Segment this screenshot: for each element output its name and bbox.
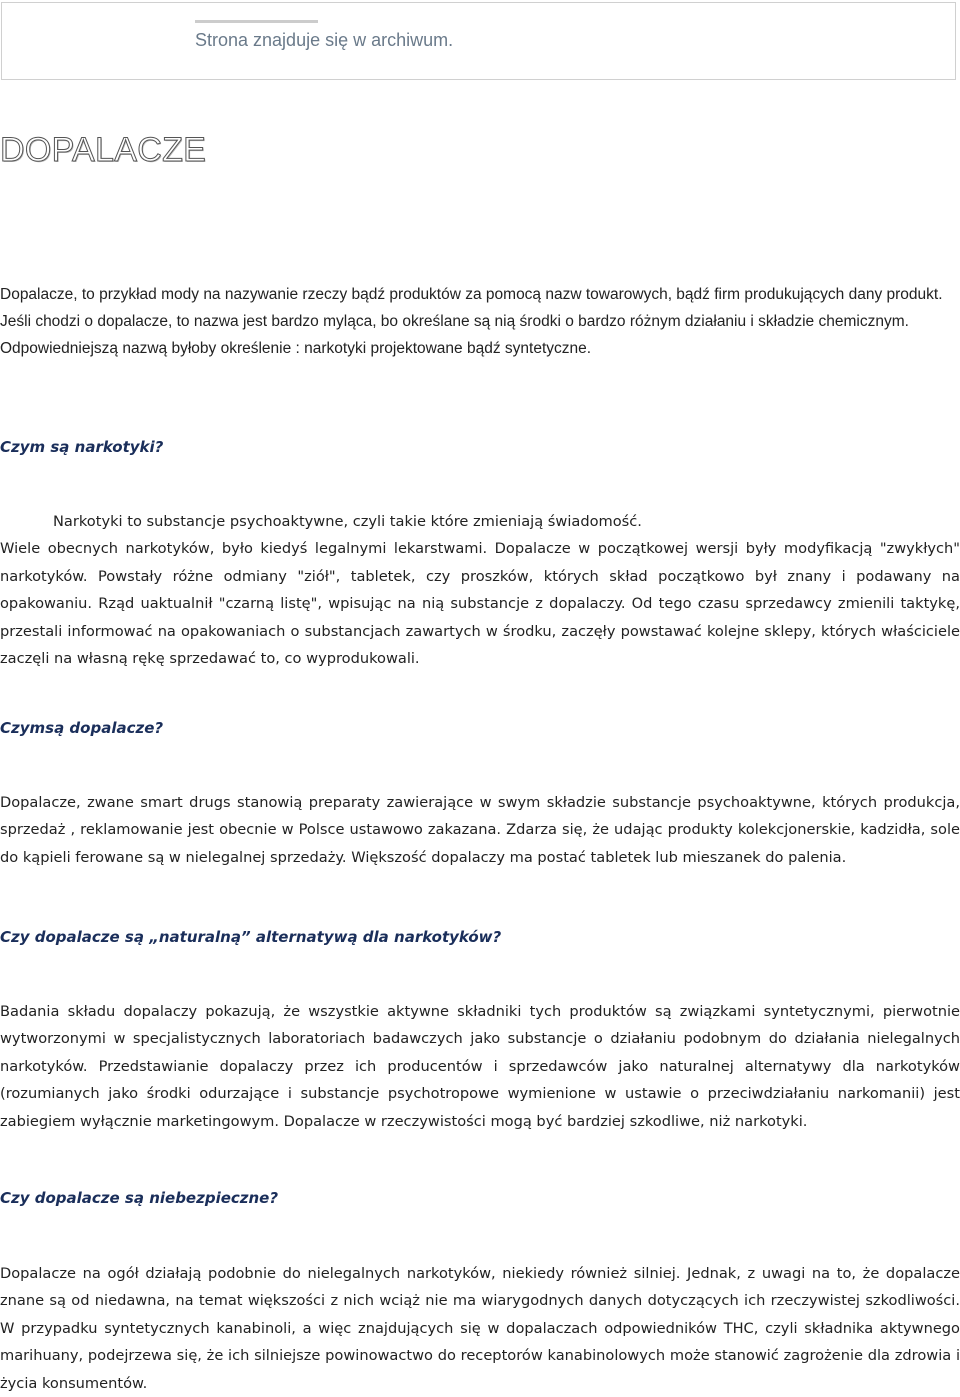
intro-paragraph-2: Odpowiedniejszą nazwą byłoby określenie : narkotyki projektowane bądź syntetyczne. [0, 340, 592, 357]
section-paragraph: Dopalacze na ogół działają podobnie do nielegalnych narkotyków, niekiedy również silniej. Jednak, z uwagi na to, że dopalacze znane są od niedawna, na temat większości z nich wciąż nie ma wiarygodnych danych dotyczących ich rzeczywistej szkodliwości. W przypadku syntetycznych kanabinoli, a więc znajdujących się w dopalaczach odpowiedników THC, czyli składnika aktywnego marihuany, podejrzewa się, że ich silniejsze powinowactwo do receptorów kanabinolowych może stanowić zagrożenie dla zdrowia i życia konsumentów. [0, 1265, 960, 1392]
section-paragraph: Wiele obecnych narkotyków, było kiedyś legalnymi lekarstwami. Dopalacze w początkowej wersji były modyfikacją "zwykłych" narkotyków. Powstały różne odmiany "ziół", tabletek, czy proszków, których skład początkowo był znany i podawany na opakowaniu. Rząd uaktualnił "czarną listę", wpisując na nią substancje z dopalaczy. Od tego czasu sprzedawcy zmienili taktykę, przestali informować na opakowaniach o substancjach zawartych w środku, zaczęły powstawać kolejne sklepy, których właściciele zaczęli na własną rękę sprzedawać to, co wyprodukowali. [0, 540, 960, 668]
section-paragraph: Dopalacze, zwane smart drugs stanowią preparaty zawierające w swym składzie substancje psychoaktywne, których produkcja, sprzedaż , reklamowanie jest obecnie w Polsce ustawowo zakazana. Zdarza się, że udając produkty kolekcjonerskie, kadzidła, sole do kąpieli ferowane są w nielegalnej sprzedaży. Większość dopalaczy ma postać tabletek lub mieszanek do palenia. [0, 794, 960, 866]
archive-notice-box [1, 2, 956, 80]
section-heading-alternatywa: Czy dopalacze są „naturalną” alternatywą dla narkotyków? [0, 928, 502, 946]
intro-section [0, 281, 960, 362]
section-niebezpieczne [0, 1260, 960, 1397]
intro-paragraph: Dopalacze, to przykład mody na nazywanie rzeczy bądź produktów za pomocą nazw towarowych, bądź firm produkujących dany produkt. Jeśli chodzi o dopalacze, to nazwa jest bardzo myląca, bo określane są nią środki o bardzo różnym działaniu i składzie chemicznym. [0, 286, 943, 330]
section-narkotyki [0, 508, 960, 672]
section-alternatywa [0, 998, 960, 1135]
page-title: DOPALACZE [0, 131, 207, 169]
section-dopalacze [0, 789, 960, 871]
section-heading-niebezpieczne: Czy dopalacze są niebezpieczne? [0, 1189, 279, 1207]
archive-divider [195, 20, 318, 23]
archive-notice: Strona znajduje się w archiwum. [195, 30, 454, 50]
section-paragraph: Badania składu dopalaczy pokazują, że wszystkie aktywne składniki tych produktów są związkami syntetycznymi, pierwotnie wytworzonymi w specjalistycznych laboratoriach badawczych jako substancje o działaniu podobnym do działania nielegalnych narkotyków. Przedstawianie dopalaczy przez ich producentów i sprzedawców jako naturalnej alternatywy dla narkotyków (rozumianych jako środki odurzające i substancje psychotropowe wymienione w ustawie o przeciwdziałaniu narkomanii) jest zabiegiem wyłącznie marketingowym. Dopalacze w rzeczywistości mogą być bardziej szkodliwe, niż narkotyki. [0, 1003, 960, 1130]
section-heading-narkotyki: Czym są narkotyki? [0, 438, 164, 456]
section-line: Narkotyki to substancje psychoaktywne, czyli takie które zmieniają świadomość. [53, 513, 642, 530]
section-heading-dopalacze: Czymsą dopalacze? [0, 719, 164, 737]
